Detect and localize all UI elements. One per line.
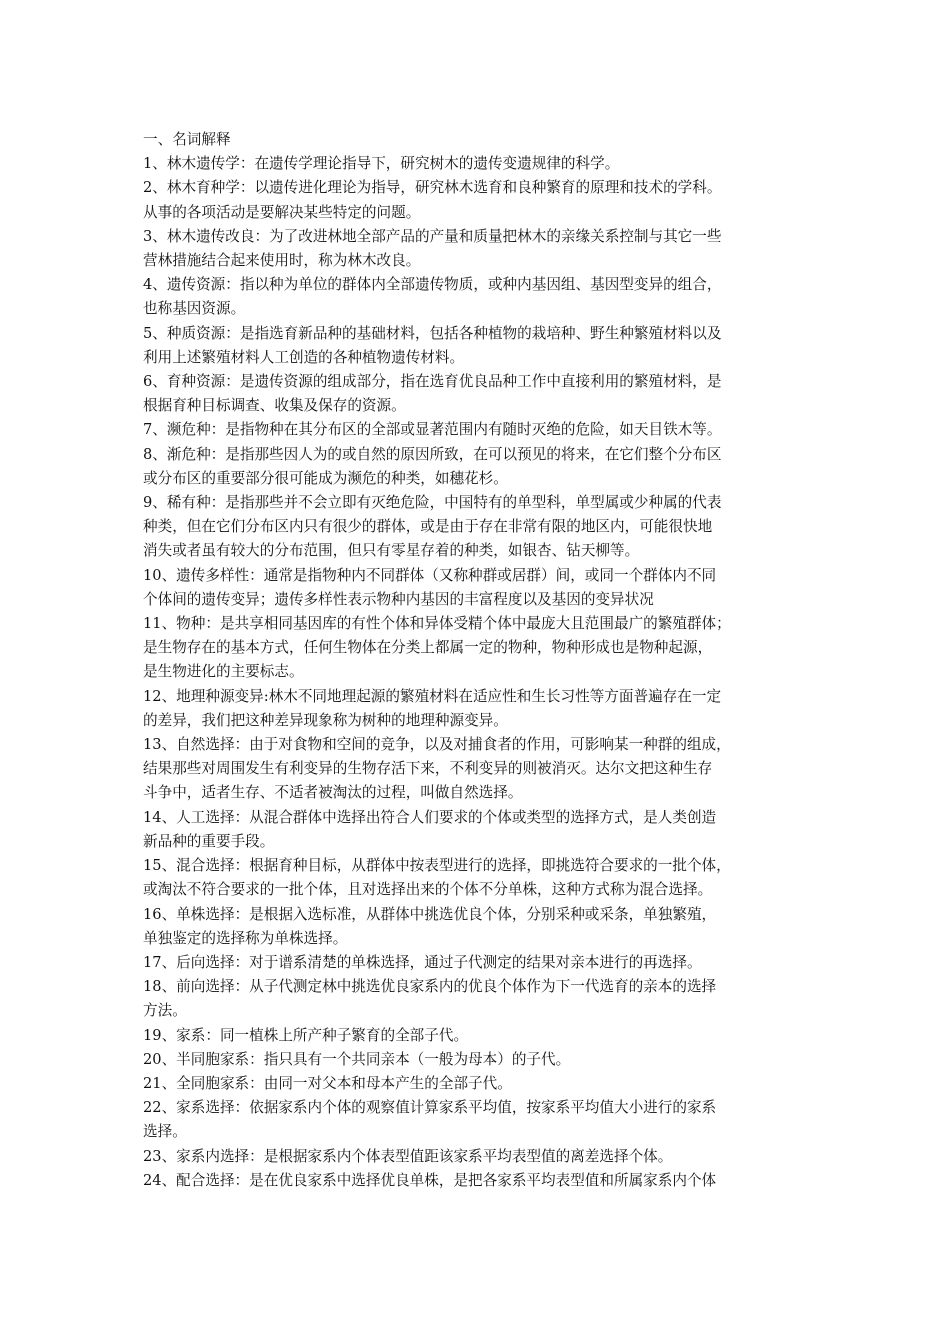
term-definition	[143, 1145, 813, 1169]
text-line: 15、混合选择：根据育种目标，从群体中按表型进行的选择，即挑选符合要求的一批个体，	[143, 857, 731, 875]
text-line: 12、地理种源变异:林木不同地理起源的繁殖材料在适应性和生长习性等方面普遍存在一定	[143, 687, 722, 705]
text-line: 7、濒危种：是指物种在其分布区的全部或显著范围内有随时灭绝的危险，如天目铁木等。	[143, 421, 722, 439]
term-definition	[143, 1096, 813, 1144]
term-definition	[143, 733, 813, 806]
text-line: 18、前向选择：从子代测定林中挑选优良家系内的优良个体作为下一代选育的亲本的选择	[143, 978, 717, 996]
term-definition	[143, 975, 813, 1023]
text-line: 从事的各项活动是要解决某些特定的问题。	[143, 203, 421, 221]
term-definition	[143, 685, 813, 733]
text-line: 13、自然选择：由于对食物和空间的竞争，以及对捕食者的作用，可影响某一种群的组成，	[143, 736, 731, 754]
text-line: 22、家系选择：依据家系内个体的观察值计算家系平均值，按家系平均值大小进行的家系	[143, 1099, 717, 1117]
text-line: 20、半同胞家系：指只具有一个共同亲本（一般为母本）的子代。	[143, 1050, 571, 1068]
term-definition	[143, 564, 813, 612]
text-line: 选择。	[143, 1123, 187, 1141]
term-definition	[143, 1169, 813, 1193]
text-line: 根据育种目标调查、收集及保存的资源。	[143, 397, 406, 415]
text-line: 10、遗传多样性：通常是指物种内不同群体（又称种群或居群）间，或同一个群体内不同	[143, 566, 717, 584]
text-line: 方法。	[143, 1002, 187, 1020]
term-definition	[143, 854, 813, 902]
text-line: 结果那些对周围发生有利变异的生物存活下来，不利变异的则被消灭。达尔文把这种生存	[143, 760, 713, 778]
text-line: 消失或者虽有较大的分布范围，但只有零星存着的种类，如银杏、钻天柳等。	[143, 542, 640, 560]
text-line: 2、林木育种学：以遗传进化理论为指导，研究林木选育和良种繁育的原理和技术的学科。	[143, 179, 722, 197]
text-line: 19、家系：同一植株上所产种子繁育的全部子代。	[143, 1026, 469, 1044]
text-line: 种类，但在它们分布区内只有很少的群体，或是由于存在非常有限的地区内，可能很快地	[143, 518, 713, 536]
term-definition	[143, 1024, 813, 1048]
text-line: 17、后向选择：对于谱系清楚的单株选择，通过子代测定的结果对亲本进行的再选择。	[143, 953, 702, 971]
term-definition	[143, 225, 813, 273]
text-line: 是生物存在的基本方式，任何生物体在分类上都属一定的物种，物种形成也是物种起源，	[143, 639, 713, 657]
text-line: 9、稀有种：是指那些并不会立即有灭绝危险，中国特有的单型科，单型属或少种属的代表	[143, 494, 722, 512]
term-definition	[143, 443, 813, 491]
term-definition	[143, 612, 813, 685]
text-line: 营林措施结合起来使用时，称为林木改良。	[143, 252, 421, 270]
text-line: 或淘汰不符合要求的一批个体，且对选择出来的个体不分单株，这种方式称为混合选择。	[143, 881, 713, 899]
text-line: 23、家系内选择：是根据家系内个体表型值距该家系平均表型值的离差选择个体。	[143, 1147, 673, 1165]
text-line: 8、渐危种：是指那些因人为的或自然的原因所致，在可以预见的将来，在它们整个分布区	[143, 445, 722, 463]
term-definition	[143, 322, 813, 370]
term-definition	[143, 152, 813, 176]
term-definition	[143, 491, 813, 564]
section-heading: 一、名词解释	[143, 131, 231, 148]
text-line: 6、育种资源：是遗传资源的组成部分，指在选育优良品种工作中直接利用的繁殖材料，是	[143, 373, 722, 391]
term-definition	[143, 903, 813, 951]
term-definition	[143, 273, 813, 321]
text-line: 斗争中，适者生存、不适者被淘汰的过程，叫做自然选择。	[143, 784, 523, 802]
text-line: 或分布区的重要部分很可能成为濒危的种类，如穗花杉。	[143, 469, 508, 487]
term-definition	[143, 176, 813, 224]
text-line: 利用上述繁殖材料人工创造的各种植物遗传材料。	[143, 348, 465, 366]
text-line: 24、配合选择：是在优良家系中选择优良单株，是把各家系平均表型值和所属家系内个体	[143, 1171, 717, 1189]
text-line: 4、遗传资源：指以种为单位的群体内全部遗传物质，或种内基因组、基因型变异的组合，	[143, 276, 722, 294]
text-line: 是生物进化的主要标志。	[143, 663, 304, 681]
term-definitions-list	[143, 152, 813, 1193]
text-line: 21、全同胞家系：由同一对父本和母本产生的全部子代。	[143, 1074, 512, 1092]
term-definition	[143, 418, 813, 442]
text-line: 的差异，我们把这种差异现象称为树种的地理种源变异。	[143, 711, 508, 729]
term-definition	[143, 370, 813, 418]
text-line: 单独鉴定的选择称为单株选择。	[143, 929, 348, 947]
term-definition	[143, 1048, 813, 1072]
text-line: 1、林木遗传学：在遗传学理论指导下，研究树木的遗传变遗规律的科学。	[143, 155, 620, 173]
term-definition	[143, 951, 813, 975]
text-line: 11、物种：是共享相同基因库的有性个体和异体受精个体中最庞大且范围最广的繁殖群体；	[143, 615, 731, 633]
text-line: 5、种质资源：是指选育新品种的基础材料，包括各种植物的栽培种、野生种繁殖材料以及	[143, 324, 722, 342]
term-definition	[143, 806, 813, 854]
text-line: 16、单株选择：是根据入选标准，从群体中挑选优良个体，分别采种或采条，单独繁殖，	[143, 905, 717, 923]
text-line: 个体间的遗传变异；遗传多样性表示物种内基因的丰富程度以及基因的变异状况	[143, 590, 654, 608]
term-definition	[143, 1072, 813, 1096]
text-line: 也称基因资源。	[143, 300, 246, 318]
text-line: 3、林木遗传改良：为了改进林地全部产品的产量和质量把林木的亲缘关系控制与其它一些	[143, 227, 722, 245]
document-body	[143, 128, 813, 1193]
text-line: 新品种的重要手段。	[143, 832, 275, 850]
text-line: 14、人工选择：从混合群体中选择出符合人们要求的个体或类型的选择方式，是人类创造	[143, 808, 717, 826]
